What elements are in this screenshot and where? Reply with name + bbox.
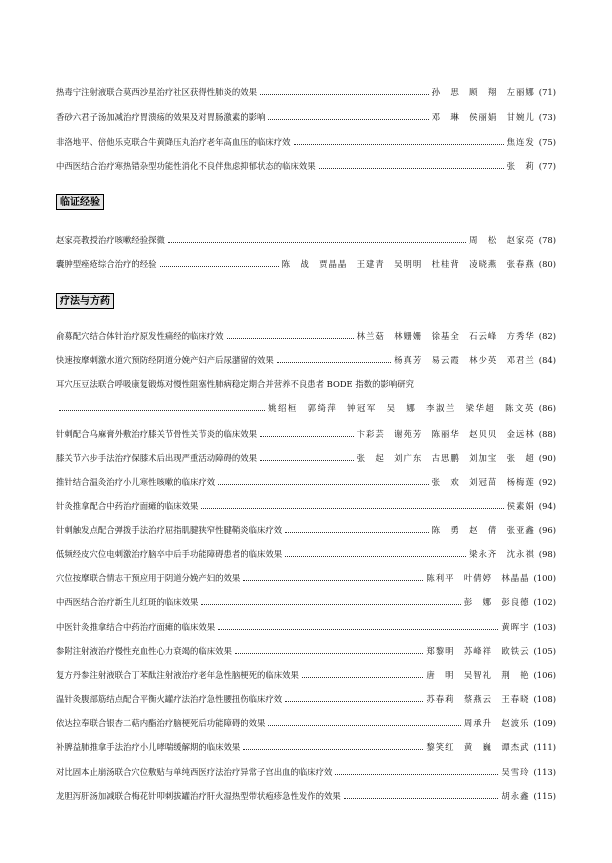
entry-authors: 张 起 刘广东 古思鹏 刘加宝 张 超	[356, 453, 535, 463]
entry-authors: 张 莉	[506, 161, 535, 171]
dot-leader	[319, 167, 504, 169]
entry-title: 低频经皮穴位电刺激治疗脑卒中后手功能障碍患者的临床效果	[56, 549, 283, 559]
entry-title: 龙胆泻肝汤加减联合梅花针叩刺拔罐治疗肝火湿热型带状疱疹急性发作的效果	[56, 791, 341, 801]
dot-leader	[243, 579, 423, 581]
entry-page-number: (111)	[533, 742, 556, 752]
entry-title: 香砂六君子汤加减治疗胃溃疡的效果及对胃肠激素的影响	[56, 112, 266, 122]
entry-title: 中医针灸推拿结合中药治疗面瘫的临床效果	[56, 622, 216, 632]
dot-leader	[160, 265, 279, 267]
entry-authors: 彭 娜 彭良德	[463, 597, 530, 607]
entry-page-number: (80)	[538, 259, 556, 269]
entry-page-number: (98)	[538, 549, 556, 559]
entry-title: 穴位按摩联合情志干预应用于阴道分娩产妇的效果	[56, 573, 241, 583]
entry-title: 温针灸腹部筋结点配合平衡火罐疗法治疗急性腰扭伤临床疗效	[56, 694, 283, 704]
entry-page-number: (96)	[538, 525, 556, 535]
toc-entry[interactable]	[56, 788, 556, 802]
entry-page-number: (86)	[538, 403, 556, 413]
entry-page-number: (108)	[533, 694, 556, 704]
entry-authors: 孙 思 顾 翔 左丽娜	[431, 87, 535, 97]
entry-authors: 姚绍桓 郭绮萍 钟冠军 吴 娜 李淑兰 梁华超 陈文英	[268, 403, 535, 413]
toc-entry[interactable]	[56, 643, 556, 657]
dot-leader	[335, 773, 498, 775]
dot-leader	[260, 93, 429, 95]
entry-title: 膝关节六步手法治疗保膝术后出现严重活动障碍的效果	[56, 453, 257, 463]
toc-entry[interactable]	[56, 691, 556, 705]
toc-entry[interactable]	[56, 594, 556, 608]
toc-entry[interactable]	[56, 498, 556, 512]
section-heading: 疗法与方药	[56, 293, 114, 309]
entry-page-number: (88)	[538, 429, 556, 439]
dot-leader	[227, 337, 354, 339]
entry-page-number: (115)	[533, 791, 556, 801]
entry-title: 对比固本止崩汤联合穴位敷贴与单纯西医疗法治疗异常子宫出血的临床疗效	[56, 767, 333, 777]
entry-title[interactable]: 耳穴压豆法联合呼吸康复锻炼对慢性阻塞性肺病稳定期合并营养不良患者 BODE 指数的影响研究	[56, 379, 414, 389]
entry-authors: 黎笑红 黄 巍 谭杰武	[426, 742, 530, 752]
dot-leader	[285, 700, 423, 702]
toc-entry[interactable]	[56, 522, 556, 536]
dot-leader	[168, 241, 466, 243]
dot-leader	[285, 531, 429, 533]
toc-entry[interactable]	[56, 739, 556, 753]
entry-page-number: (102)	[533, 597, 556, 607]
dot-leader	[302, 676, 423, 678]
entry-authors: 胡永鑫	[501, 791, 530, 801]
toc-entry[interactable]	[56, 426, 556, 440]
entry-title: 热毒宁注射液联合莫西沙星治疗社区获得性肺炎的效果	[56, 87, 257, 97]
entry-title: 俞募配穴结合体针治疗原发性痛经的临床疗效	[56, 331, 224, 341]
entry-page-number: (100)	[533, 573, 556, 583]
toc-entry[interactable]	[56, 546, 556, 560]
entry-authors: 陈利平 叶倩婷 林晶晶	[426, 573, 530, 583]
entry-page-number: (105)	[533, 646, 556, 656]
toc-entry[interactable]	[56, 400, 556, 414]
toc-entry[interactable]	[56, 764, 556, 778]
entry-page-number: (113)	[533, 767, 556, 777]
entry-title: 非洛地平、倍他乐克联合牛黄降压丸治疗老年高血压的临床疗效	[56, 137, 291, 147]
entry-title: 依达拉奉联合银杏二萜内酯治疗脑梗死后功能障碍的效果	[56, 718, 266, 728]
toc-entry[interactable]	[56, 84, 556, 98]
entry-authors: 周承升 赵波乐	[463, 718, 530, 728]
toc-entry[interactable]	[56, 109, 556, 123]
entry-page-number: (103)	[533, 622, 556, 632]
dot-leader	[285, 555, 466, 557]
toc-entry[interactable]	[56, 450, 556, 464]
toc-entry[interactable]	[56, 667, 556, 681]
entry-authors: 林兰菇 林姗姗 徐基全 石云峰 方秀华	[356, 331, 535, 341]
entry-authors: 黄晖宇	[501, 622, 530, 632]
dot-leader	[218, 483, 429, 485]
entry-page-number: (75)	[538, 137, 556, 147]
section-heading: 临证经验	[56, 194, 104, 210]
entry-title: 参附注射液治疗慢性充血性心力衰竭的临床效果	[56, 646, 232, 656]
entry-authors: 邓 琳 侯丽娟 甘婉儿	[431, 112, 535, 122]
dot-leader	[268, 724, 460, 726]
dot-leader	[59, 409, 265, 411]
entry-title: 复方丹参注射液联合丁苯酞注射液治疗老年急性脑梗死的临床效果	[56, 670, 299, 680]
toc-entry[interactable]	[56, 256, 556, 270]
entry-page-number: (77)	[538, 161, 556, 171]
entry-authors: 陈 战 贾晶晶 王建青 吴明明 杜桂背 凌晓燕 张春燕	[281, 259, 535, 269]
toc-entry[interactable]	[56, 134, 556, 148]
dot-leader	[277, 361, 391, 363]
entry-title: 中西医结合治疗寒热错杂型功能性消化不良伴焦虑抑郁状态的临床效果	[56, 161, 316, 171]
dot-leader	[235, 652, 423, 654]
entry-title: 快速按摩刺激水道穴预防经阴道分娩产妇产后尿潴留的效果	[56, 355, 274, 365]
entry-authors: 陈 勇 赵 倩 张亚鑫	[431, 525, 535, 535]
dot-leader	[201, 603, 460, 605]
entry-page-number: (71)	[538, 87, 556, 97]
toc-entry[interactable]	[56, 619, 556, 633]
dot-leader	[294, 143, 504, 145]
entry-authors: 周 松 赵家亮	[469, 235, 535, 245]
entry-page-number: (90)	[538, 453, 556, 463]
dot-leader	[260, 459, 354, 461]
entry-authors: 吴雪玲	[501, 767, 530, 777]
toc-entry[interactable]	[56, 570, 556, 584]
entry-title: 针刺配合乌麻膏外敷治疗膝关节骨性关节炎的临床效果	[56, 429, 257, 439]
toc-entry[interactable]	[56, 328, 556, 342]
entry-authors: 侯素娟	[506, 501, 535, 511]
entry-page-number: (73)	[538, 112, 556, 122]
dot-leader	[201, 507, 503, 509]
dot-leader	[268, 118, 428, 120]
dot-leader	[260, 435, 354, 437]
entry-page-number: (94)	[538, 501, 556, 511]
entry-authors: 张 欢 刘冠苗 杨梅莲	[431, 477, 535, 487]
entry-authors: 杨真芳 易云霞 林少英 邓君兰	[394, 355, 535, 365]
toc-entry[interactable]	[56, 352, 556, 366]
toc-entry[interactable]	[56, 158, 556, 172]
entry-title: 推针结合温灸治疗小儿寒性咳嗽的临床疗效	[56, 477, 216, 487]
entry-page-number: (78)	[538, 235, 556, 245]
dot-leader	[344, 797, 499, 799]
entry-authors: 苏春莉 蔡燕云 王春晓	[426, 694, 530, 704]
entry-page-number: (84)	[538, 355, 556, 365]
entry-page-number: (92)	[538, 477, 556, 487]
entry-page-number: (109)	[533, 718, 556, 728]
dot-leader	[243, 748, 423, 750]
entry-authors: 卞彩芸 谢苑芳 陈丽华 赵贝贝 金远林	[356, 429, 535, 439]
dot-leader	[218, 628, 498, 630]
entry-page-number: (106)	[533, 670, 556, 680]
entry-title: 赵家亮教授治疗咳嗽经验探微	[56, 235, 165, 245]
entry-title: 中西医结合治疗新生儿红斑的临床效果	[56, 597, 199, 607]
entry-authors: 梁永齐 沈永祺	[469, 549, 535, 559]
entry-authors: 唐 明 吴智礼 荆 艳	[426, 670, 530, 680]
entry-title: 囊肿型痤疮综合治疗的经验	[56, 259, 157, 269]
entry-authors: 焦连发	[506, 137, 535, 147]
entry-title: 补脾益肺推拿手法治疗小儿哮喘缓解期的临床效果	[56, 742, 241, 752]
entry-title: 针灸推拿配合中药治疗面瘫的临床效果	[56, 501, 199, 511]
entry-page-number: (82)	[538, 331, 556, 341]
toc-entry[interactable]	[56, 474, 556, 488]
entry-title: 针刺触发点配合弹拨手法治疗屈指肌腱狭窄性腱鞘炎临床疗效	[56, 525, 283, 535]
entry-authors: 郑黎明 苏峰祥 欧铁云	[426, 646, 530, 656]
toc-entry[interactable]	[56, 715, 556, 729]
toc-entry[interactable]	[56, 232, 556, 246]
